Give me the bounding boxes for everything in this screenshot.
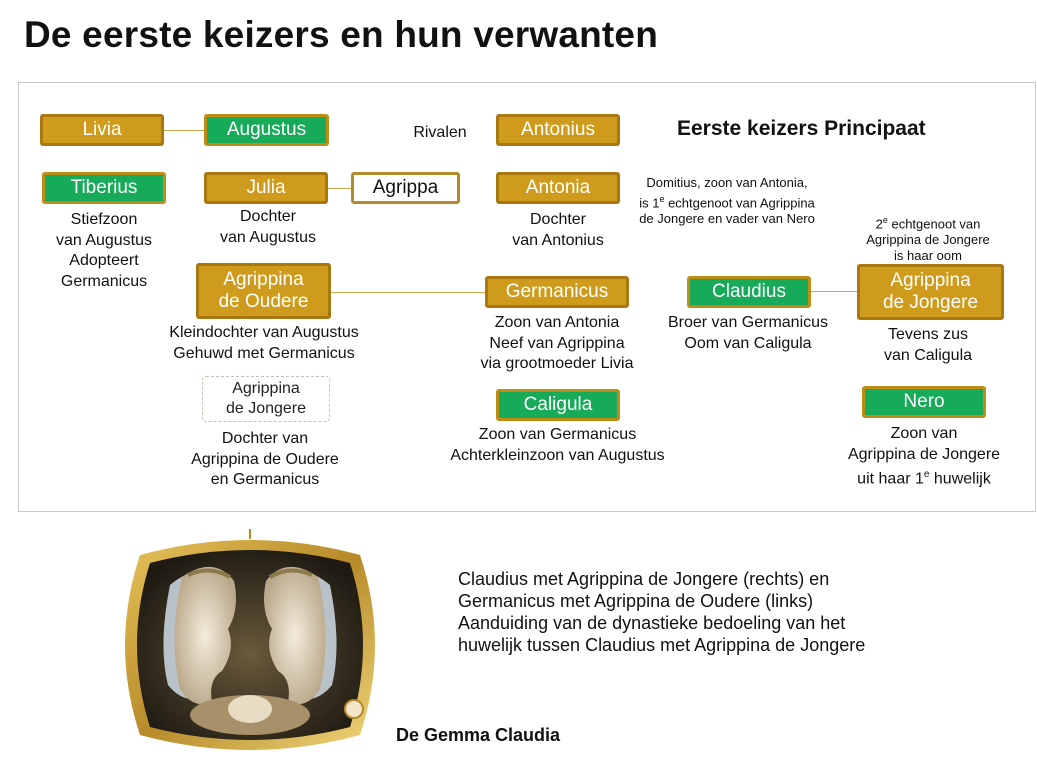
- label-rivalen: Rivalen: [413, 124, 467, 141]
- caption-nero: Zoon van Agrippina de Jongere uit haar 1e huwelijk: [847, 425, 1001, 488]
- box-agrippina-de-oudere: Agrippina de Oudere: [196, 263, 331, 319]
- connector-livia-augustus: [163, 130, 205, 131]
- box-agrippina-de-jongere: Agrippina de Jongere: [857, 264, 1004, 320]
- box-augustus: Augustus: [204, 114, 329, 146]
- caption-julia: Dochter van Augustus: [219, 208, 317, 246]
- caption-agrippina-de-jongere-child: Dochter van Agrippina de Oudere en Germanicus: [191, 430, 339, 488]
- caption-agrippina-de-oudere: Kleindochter van Augustus Gehuwd met Germanicus: [169, 324, 359, 362]
- box-julia: Julia: [204, 172, 328, 204]
- caption-claudius: Broer van Germanicus Oom van Caligula: [667, 314, 829, 352]
- box-claudius: Claudius: [687, 276, 811, 308]
- box-antonia: Antonia: [496, 172, 620, 204]
- caption-tiberius: Stiefzoon van Augustus Adopteert Germanicus: [55, 211, 153, 290]
- box-caligula: Caligula: [496, 389, 620, 421]
- caption-agrippina-de-jongere: Tevens zus van Caligula: [883, 326, 973, 364]
- connector-julia-agrippa: [328, 188, 352, 189]
- caption-antonia: Dochter van Antonius: [512, 211, 604, 249]
- box-tiberius: Tiberius: [42, 172, 166, 204]
- box-livia: Livia: [40, 114, 164, 146]
- connector-claudius-agrippina: [810, 291, 858, 292]
- box-nero: Nero: [862, 386, 986, 418]
- box-antonius: Antonius: [496, 114, 620, 146]
- caption-germanicus: Zoon van Antonia Neef van Agrippina via grootmoeder Livia: [480, 314, 634, 372]
- box-agrippina-de-jongere-child: Agrippina de Jongere: [202, 376, 330, 422]
- gem-label: De Gemma Claudia: [396, 725, 561, 745]
- connector-agrippina-germanicus: [331, 292, 486, 293]
- gem-description: Claudius met Agrippina de Jongere (rechts) en Germanicus met Agrippina de Oudere (links) Aanduiding van de dynastieke bedoeling van het huwelijk tussen Claudius met Agrippina de Jongere: [458, 569, 866, 655]
- note-second-husband: 2e echtgenoot van Agrippina de Jongere is haar oom: [866, 215, 990, 264]
- box-agrippa: Agrippa: [351, 172, 460, 204]
- caption-caligula: Zoon van Germanicus Achterkleinzoon van Augustus: [450, 426, 665, 464]
- diagram-heading: Eerste keizers Principaat: [677, 117, 926, 140]
- gemma-claudia-cameo-image: [110, 525, 390, 765]
- page-title: De eerste keizers en hun verwanten: [24, 14, 659, 55]
- box-germanicus: Germanicus: [485, 276, 629, 308]
- note-domitius: Domitius, zoon van Antonia, is 1e echtgenoot van Agrippina de Jongere en vader van Nero: [639, 175, 815, 227]
